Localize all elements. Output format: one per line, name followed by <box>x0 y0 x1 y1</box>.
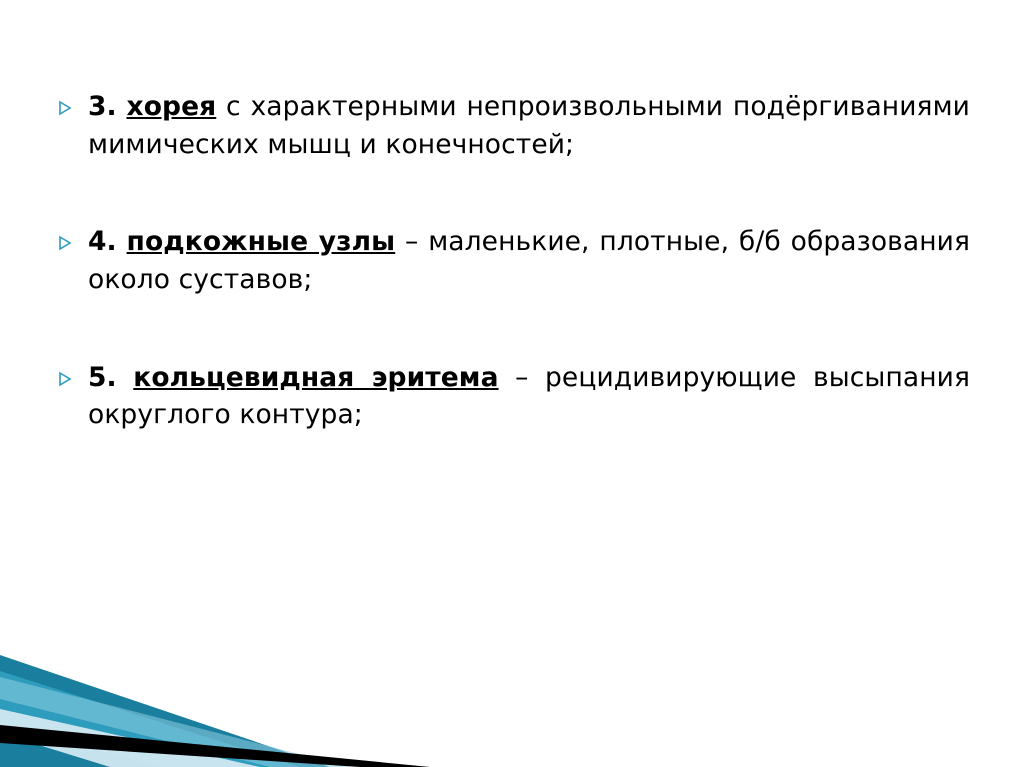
list-item-body: – маленькие, плотные, б/б образования около суставов; <box>88 226 970 295</box>
list-item-text <box>88 88 970 163</box>
list-item-text <box>88 223 970 298</box>
list-item <box>58 359 970 434</box>
list-item-text <box>88 359 970 434</box>
list-item-term: хорея <box>126 91 217 122</box>
list-item-term: кольцевидная эритема <box>133 361 499 393</box>
list-item-body: с характерными непроизвольными подёргиваниями мимических мышц и конечностей; <box>88 91 970 160</box>
list-item-number: 4. <box>88 226 117 258</box>
triangle-bullet-icon <box>58 359 88 387</box>
list-item-body: – рецидивирующие высыпания округлого контура; <box>88 361 970 431</box>
list-item <box>58 223 970 298</box>
list-item-number: 3. <box>88 91 117 122</box>
triangle-bullet-icon <box>58 223 88 251</box>
list-item <box>58 88 970 163</box>
bottom-left-ribbon <box>0 637 560 767</box>
triangle-bullet-icon <box>58 88 88 116</box>
bullet-list <box>58 88 970 434</box>
list-item-term: подкожные узлы <box>126 226 396 258</box>
list-item-number: 5. <box>88 361 117 393</box>
